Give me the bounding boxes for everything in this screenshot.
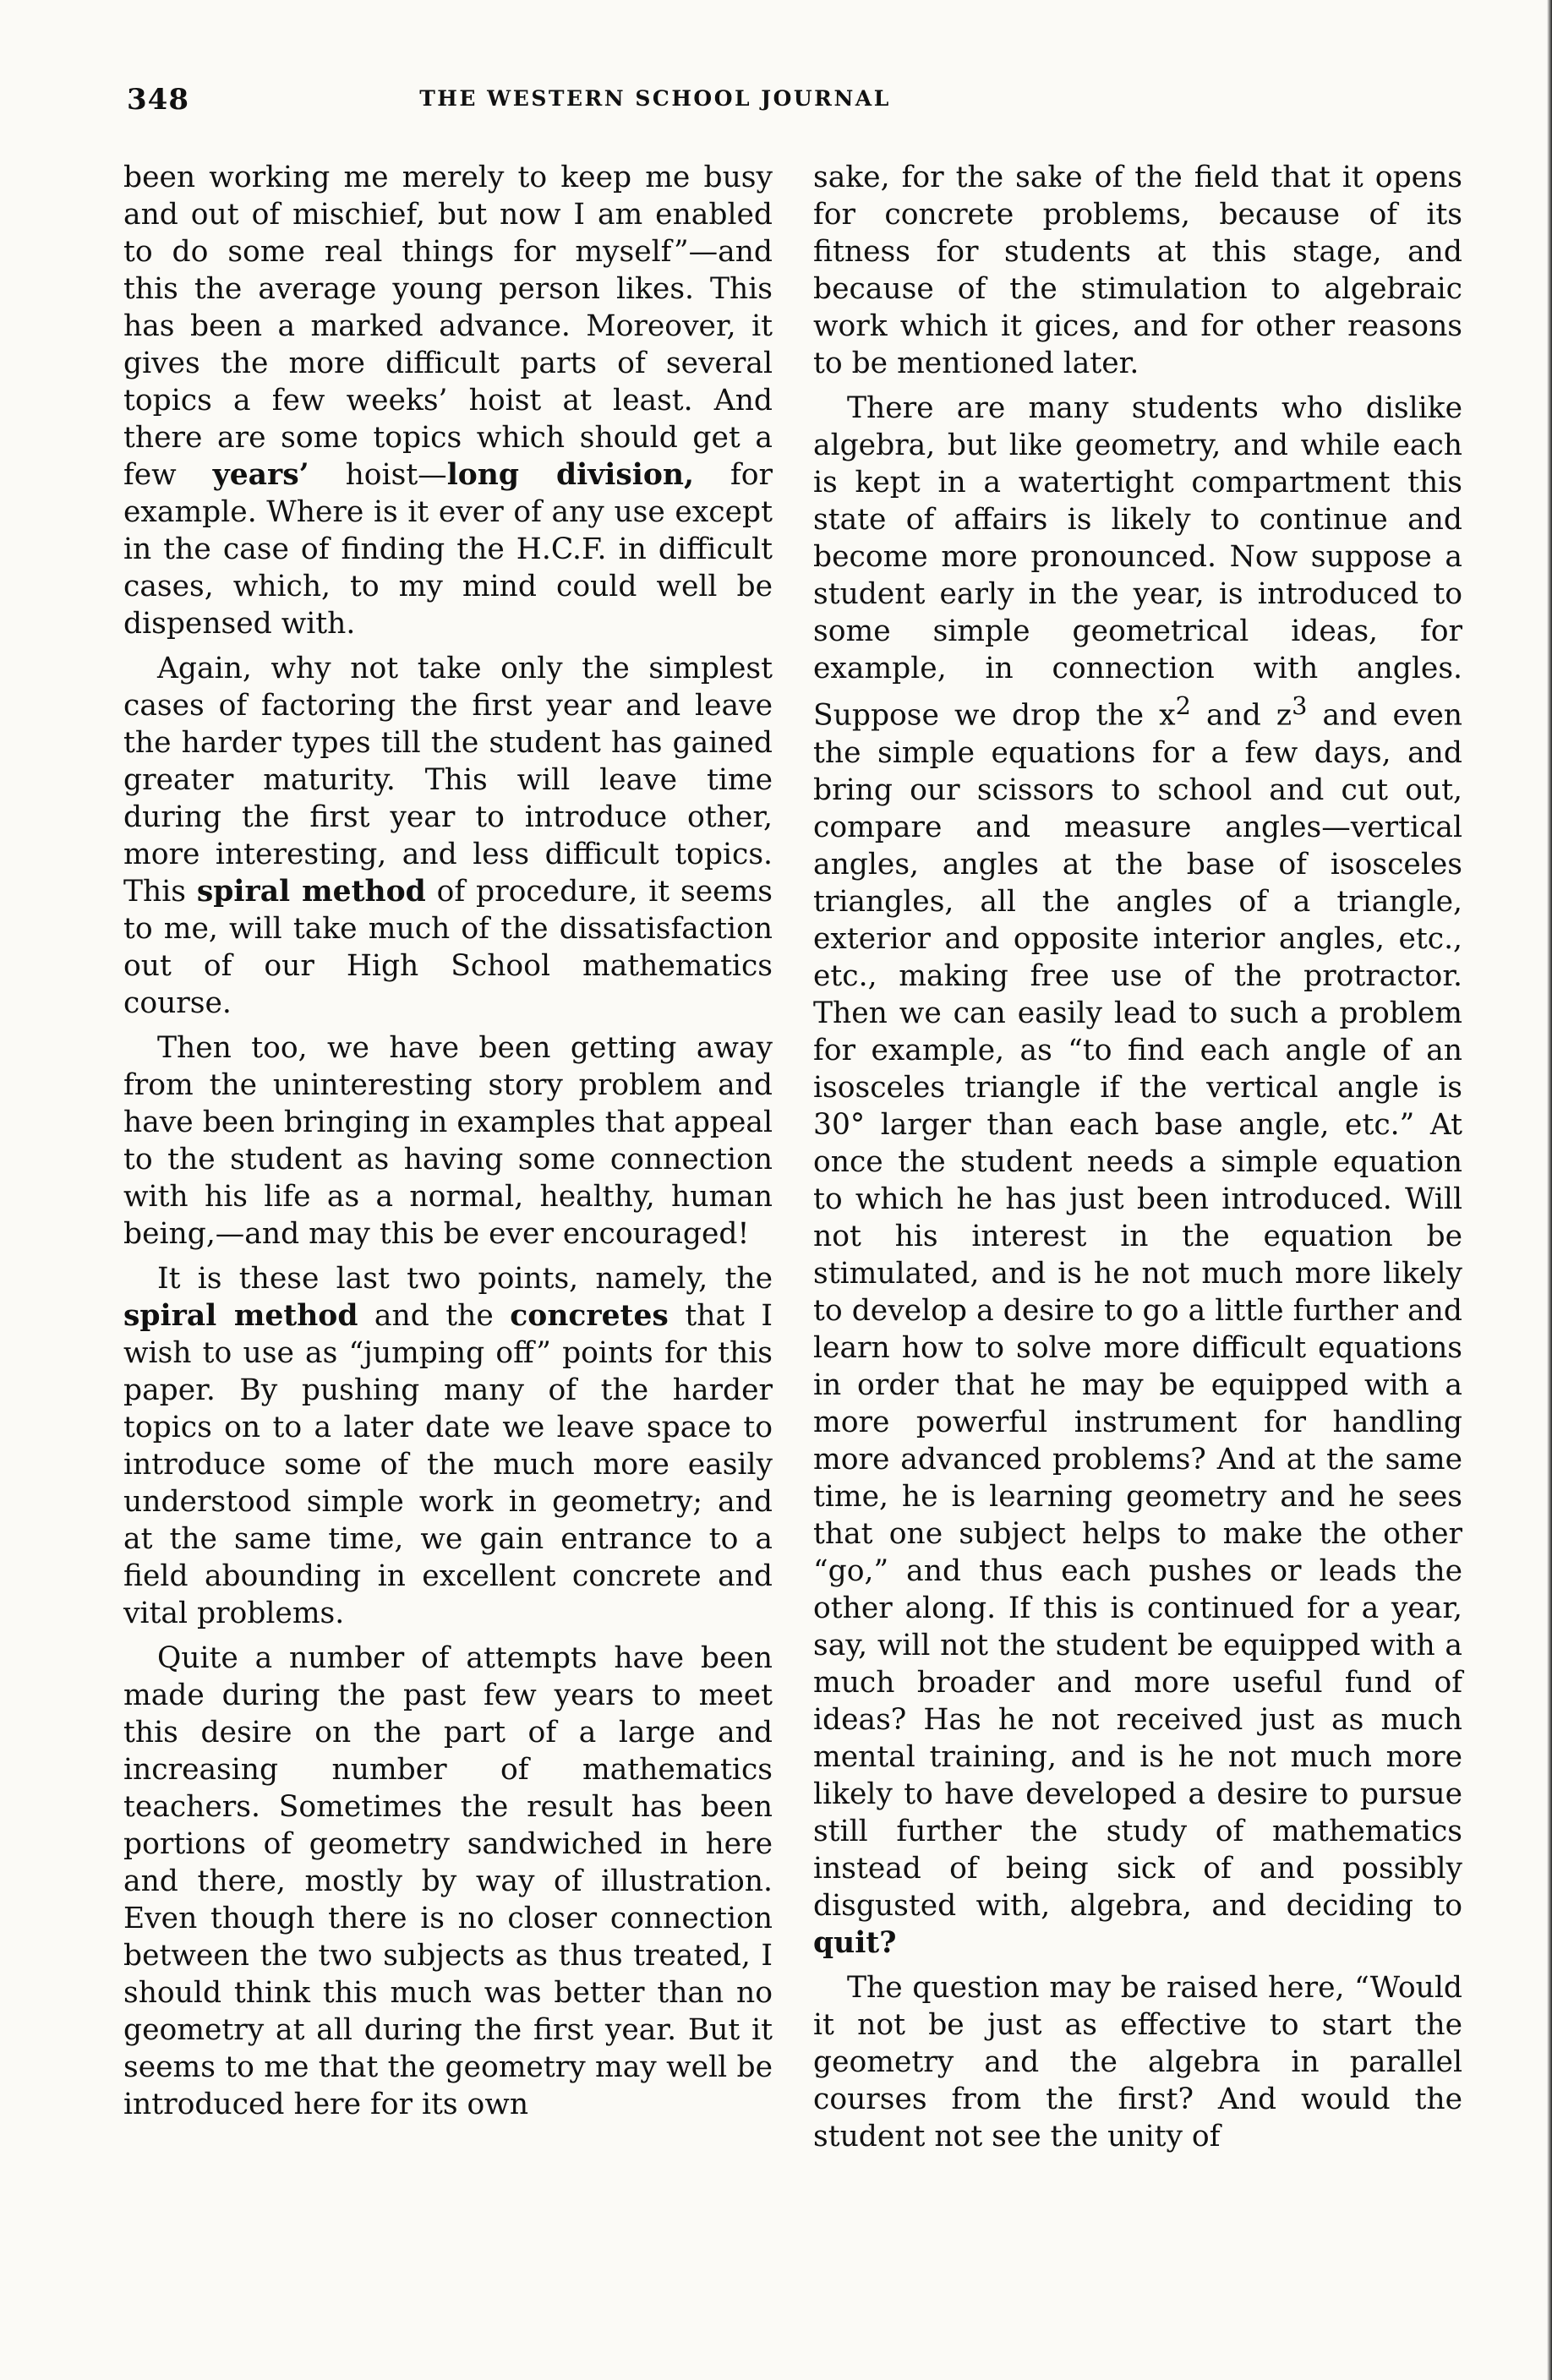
right-column: [813, 159, 1462, 2163]
right-paragraph-2: There are many students who dislike algebra, but like geometry, and while each is kept in a watertight compartment this state of affairs is likely to continue and become more pronounced. Now suppose a student early in the year, is introduced to some simple geometrical ideas, for example, in connection with angles. Suppose we drop the $x^2$ and $z^3$ and even the simple equations for a few days, and bring our scissors to school and cut out, compare and measure angles—vertical angles, angles at the base of isosceles triangles, all the angles of a triangle, exterior and opposite interior angles, etc., etc., making free use of the protractor. Then we can easily lead to such a problem for example, as “to find each angle of an isosceles triangle if the vertical angle is 30° larger than each base angle, etc.” At once the student needs a simple equation to which he has just been introduced. Will not his interest in the equation be stimulated, and is he not much more likely to develop a desire to go a little further and learn how to solve more difficult equations in order that he may be equipped with a more powerful instrument for handling more advanced problems? And at the same time, he is learning geometry and he sees that one subject helps to make the other “go,” and thus each pushes or leads the other along. If this is continued for a year, say, will not the student be equipped with a much broader and more useful fund of ideas? Has he not received just as much mental training, and is he not much more likely to have developed a desire to pursue still further the study of mathematics instead of being sick of and possibly disgusted with, algebra, and deciding to quit?: [813, 391, 1462, 1960]
left-paragraph-3: Then too, we have been getting away from the uninteresting story problem and have been bringing in examples that appeal to the student as having some connection with his life as a normal, healthy, human being,—and may this be ever encouraged!: [123, 1031, 773, 1251]
left-column: [123, 159, 773, 2131]
page-header: [127, 83, 1462, 134]
left-paragraph-1: been working me merely to keep me busy and out of mischief, but now I am enabled to do some real things for myself”—and this the average young person likes. This has been a marked advance. Moreover, it gives the more difficult parts of several topics a few weeks’ hoist at least. And there are some topics which should get a few years’ hoist—long division, for example. Where is it ever of any use except in the case of finding the H.C.F. in difficult cases, which, to my mind could well be dispensed with.: [123, 161, 773, 641]
journal-title: THE WESTERN SCHOOL JOURNAL: [419, 86, 891, 111]
page-number: 348: [127, 83, 189, 117]
left-paragraph-4: It is these last two points, namely, the spiral method and the concretes that I wish to use as “jumping off” points for this paper. By pushing many of the harder topics on to a later date we leave space to introduce some of the much more easily understood simple work in geometry; and at the same time, we gain entrance to a field abounding in excellent concrete and vital problems.: [123, 1262, 773, 1630]
left-paragraph-2: Again, why not take only the simplest cases of factoring the first year and leave the harder types till the student has gained greater maturity. This will leave time during the first year to introduce other, more interesting, and less difficult topics. This spiral method of procedure, it seems to me, will take much of the dissatisfaction out of our High School mathematics course.: [123, 652, 773, 1020]
right-paragraph-3: The question may be raised here, “Would it not be just as effective to start the geometry and the algebra in parallel courses from the first? And would the student not see the unity of: [813, 1970, 1462, 2153]
page-edge-shadow: [1547, 0, 1552, 2380]
left-paragraph-5: Quite a number of attempts have been made during the past few years to meet this desire on the part of a large and increasing number of mathematics teachers. Sometimes the result has been portions of geometry sandwiched in here and there, mostly by way of illustration. Even though there is no closer connection between the two subjects as thus treated, I should think this much was better than no geometry at all during the first year. But it seems to me that the geometry may well be introduced here for its own: [123, 1641, 773, 2121]
right-paragraph-1: sake, for the sake of the field that it opens for concrete problems, because of its fitness for students at this stage, and because of the stimulation to algebraic work which it gices, and for other reasons to be mentioned later.: [813, 161, 1462, 380]
